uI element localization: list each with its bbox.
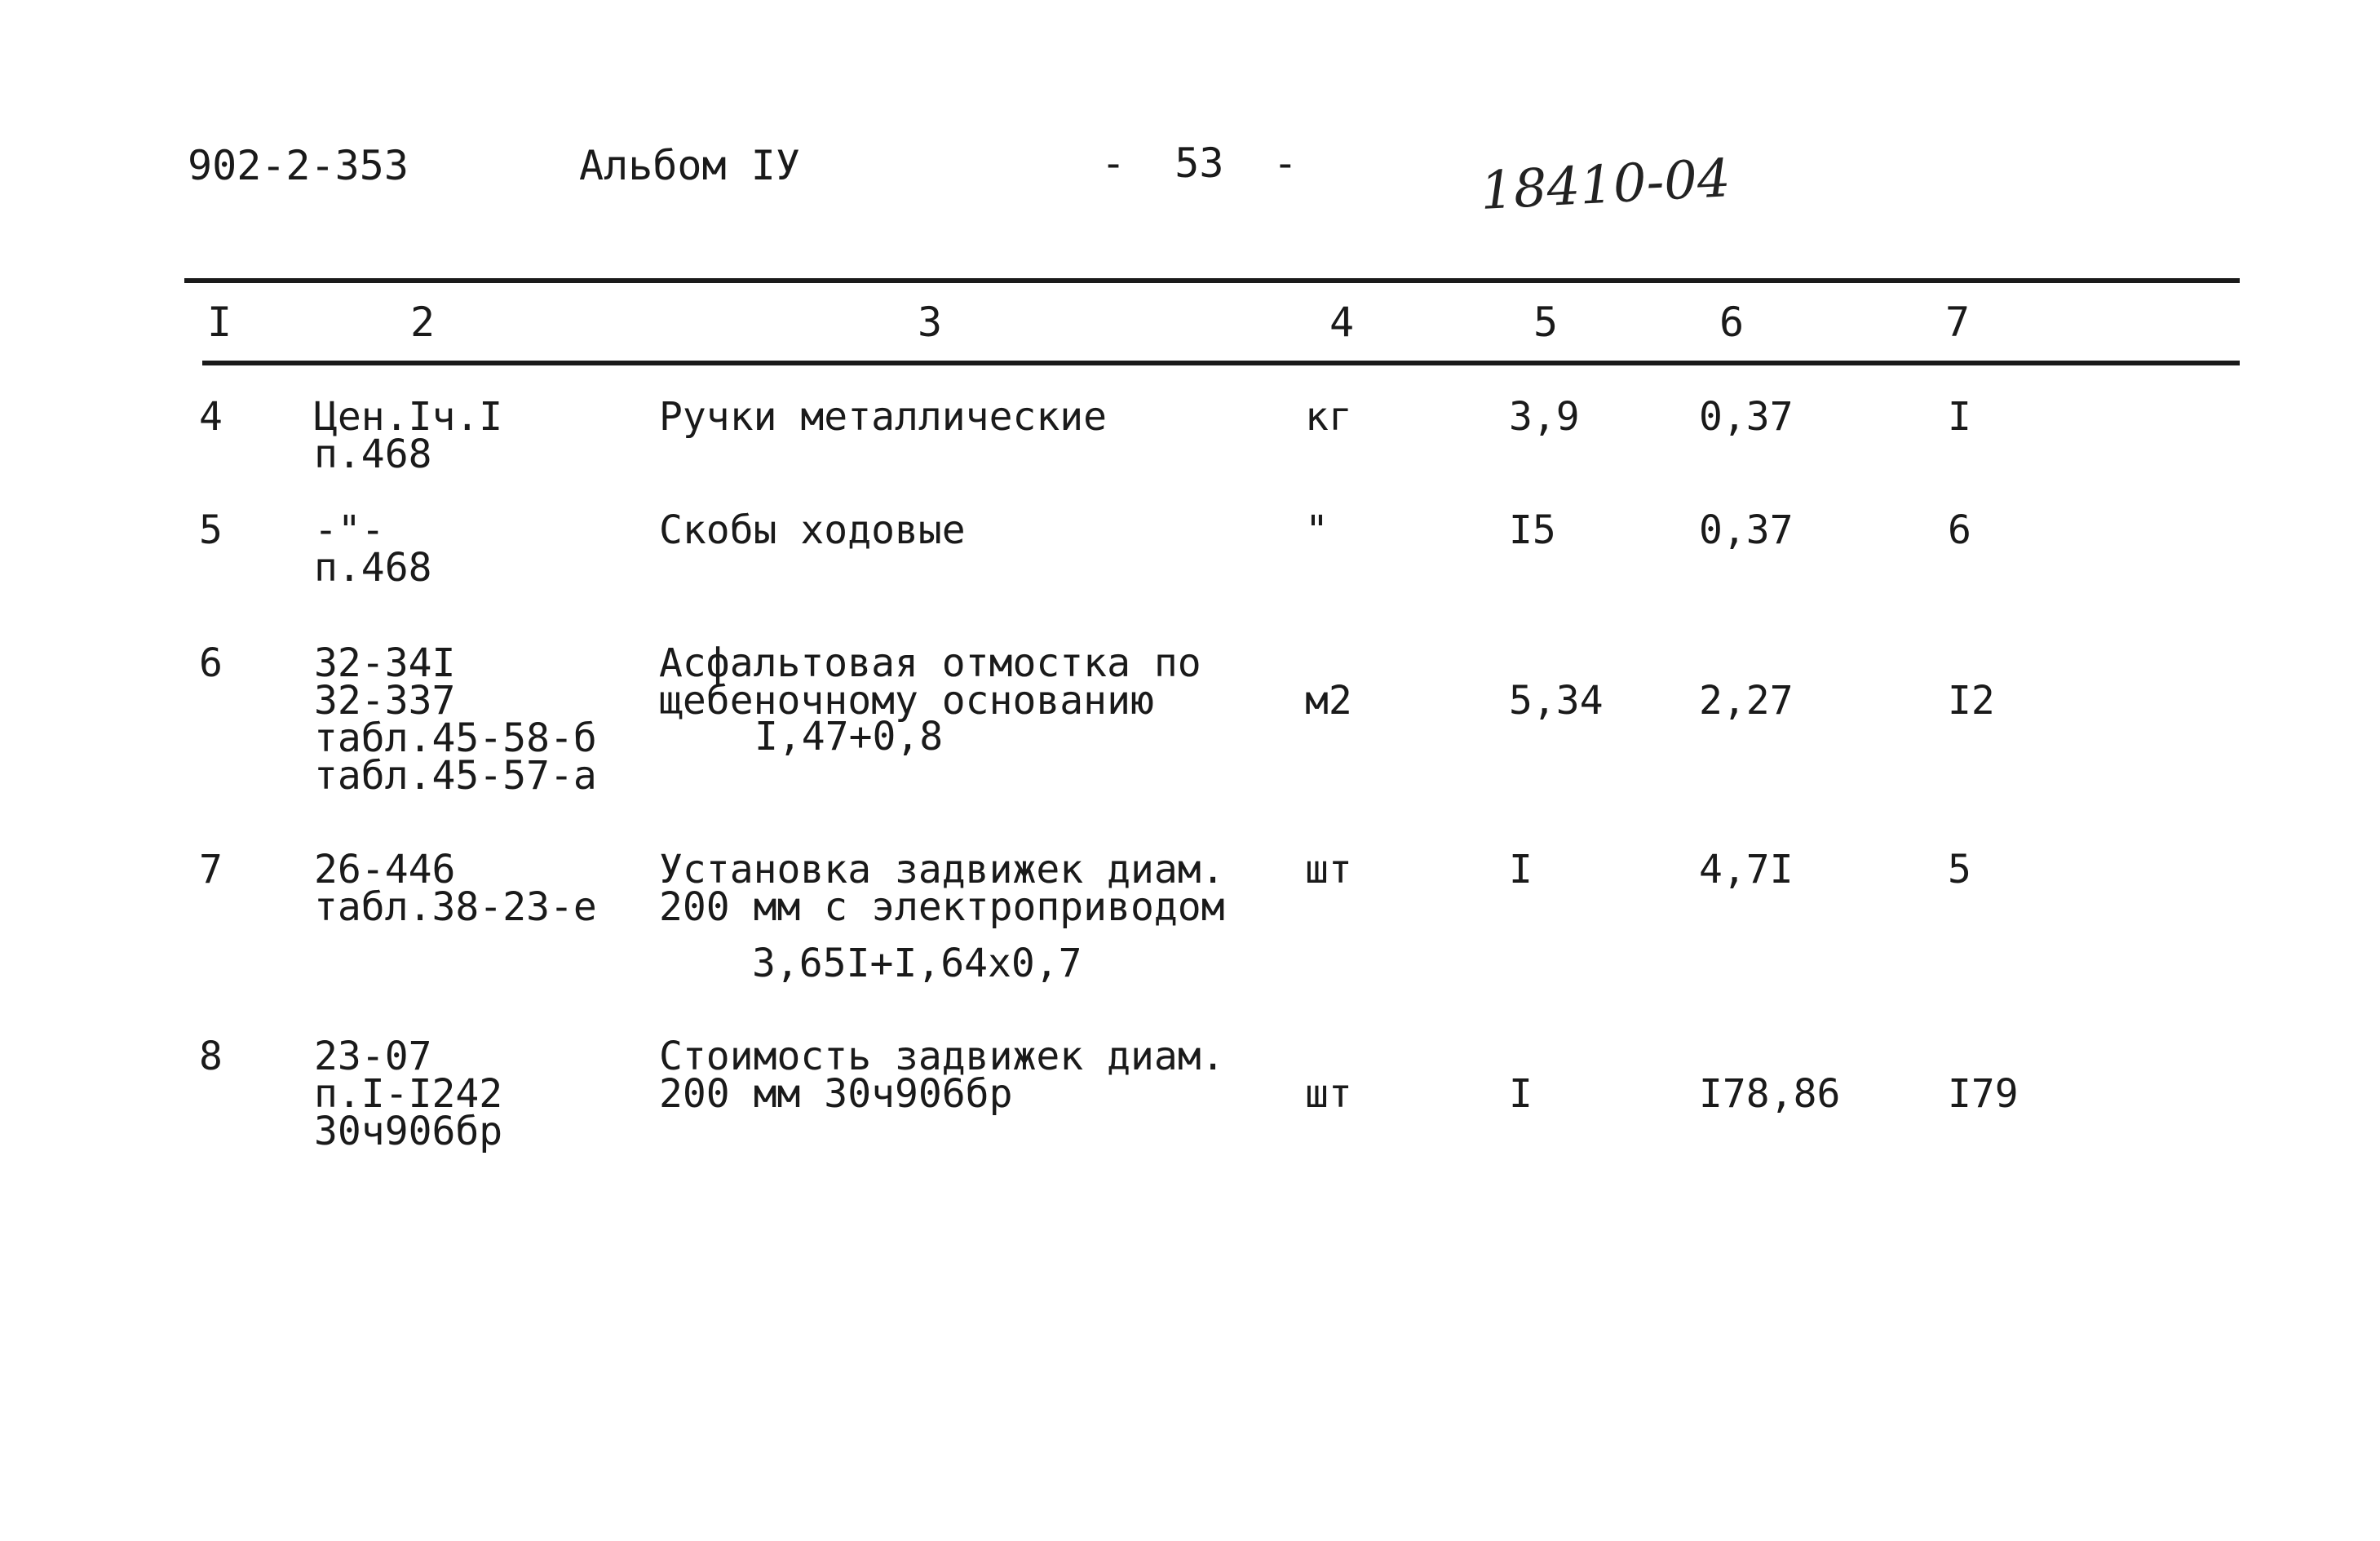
quantity: I [1509, 847, 1533, 892]
item-name-line: 200 мм с электроприводом [659, 884, 1225, 930]
column-header-5: 5 [1533, 299, 1559, 346]
unit: шт [1305, 1071, 1352, 1117]
item-name-line: Асфальтовая отмостка по [659, 640, 1201, 686]
quantity: I5 [1509, 507, 1556, 553]
unit: " [1305, 507, 1329, 553]
price-reference-line: табл.45-58-б [314, 715, 597, 761]
row-number: 7 [199, 847, 223, 892]
column-header-1: I [207, 299, 232, 346]
album-label: Альбом IУ [579, 142, 800, 189]
price-reference-line: 23-07 [314, 1034, 432, 1079]
calculation-formula: I,47+0,8 [754, 714, 944, 759]
column-header-2: 2 [410, 299, 436, 346]
total: 6 [1948, 507, 1971, 553]
price-reference-line: п.468 [314, 432, 432, 477]
item-name-line: Ручки металлические [659, 394, 1108, 440]
item-name-line: 200 мм 30ч906бр [659, 1071, 1013, 1117]
item-name-line: Скобы ходовые [659, 507, 966, 553]
unit-price: 4,7I [1699, 847, 1794, 892]
handwritten-number: 18410-04 [1479, 148, 1732, 222]
unit-price: 0,37 [1699, 394, 1794, 440]
item-name-line: Стоимость задвижек диам. [659, 1034, 1225, 1079]
price-reference-line: -"- [314, 507, 385, 553]
total: I [1948, 394, 1971, 440]
item-name-line: щебеночному основанию [659, 678, 1154, 724]
unit-price: I78,86 [1699, 1071, 1841, 1117]
quantity: 3,9 [1509, 394, 1580, 440]
row-number: 5 [199, 507, 223, 553]
price-reference-line: 30ч906бр [314, 1109, 503, 1154]
column-header-3: 3 [918, 299, 943, 346]
total: 5 [1948, 847, 1971, 892]
price-reference-line: Цен.Iч.I [314, 394, 503, 440]
quantity: I [1509, 1071, 1533, 1117]
price-reference-line: 32-34I [314, 640, 456, 686]
item-name-line: Установка задвижек диам. [659, 847, 1225, 892]
document-code: 902-2-353 [188, 142, 409, 189]
unit: шт [1305, 847, 1352, 892]
calculation-formula: 3,65I+I,64х0,7 [752, 941, 1082, 986]
total: I2 [1948, 678, 1995, 724]
price-reference-line: табл.38-23-е [314, 884, 597, 930]
total: I79 [1948, 1071, 2019, 1117]
unit-price: 2,27 [1699, 678, 1794, 724]
price-reference-line: табл.45-57-а [314, 753, 597, 799]
table-header-rule [202, 361, 2240, 365]
price-reference-line: п.I-I242 [314, 1071, 503, 1117]
row-number: 8 [199, 1034, 223, 1079]
price-reference-line: 32-337 [314, 678, 456, 724]
row-number: 6 [199, 640, 223, 686]
price-reference-line: п.468 [314, 545, 432, 591]
column-header-7: 7 [1945, 299, 1971, 346]
unit: м2 [1305, 678, 1352, 724]
column-header-4: 4 [1329, 299, 1355, 346]
quantity: 5,34 [1509, 678, 1604, 724]
price-reference-line: 26-446 [314, 847, 456, 892]
column-header-6: 6 [1719, 299, 1745, 346]
page-number: - 53 - [1101, 139, 1298, 187]
unit-price: 0,37 [1699, 507, 1794, 553]
unit: кг [1305, 394, 1352, 440]
table-top-rule [184, 278, 2240, 283]
row-number: 4 [199, 394, 223, 440]
